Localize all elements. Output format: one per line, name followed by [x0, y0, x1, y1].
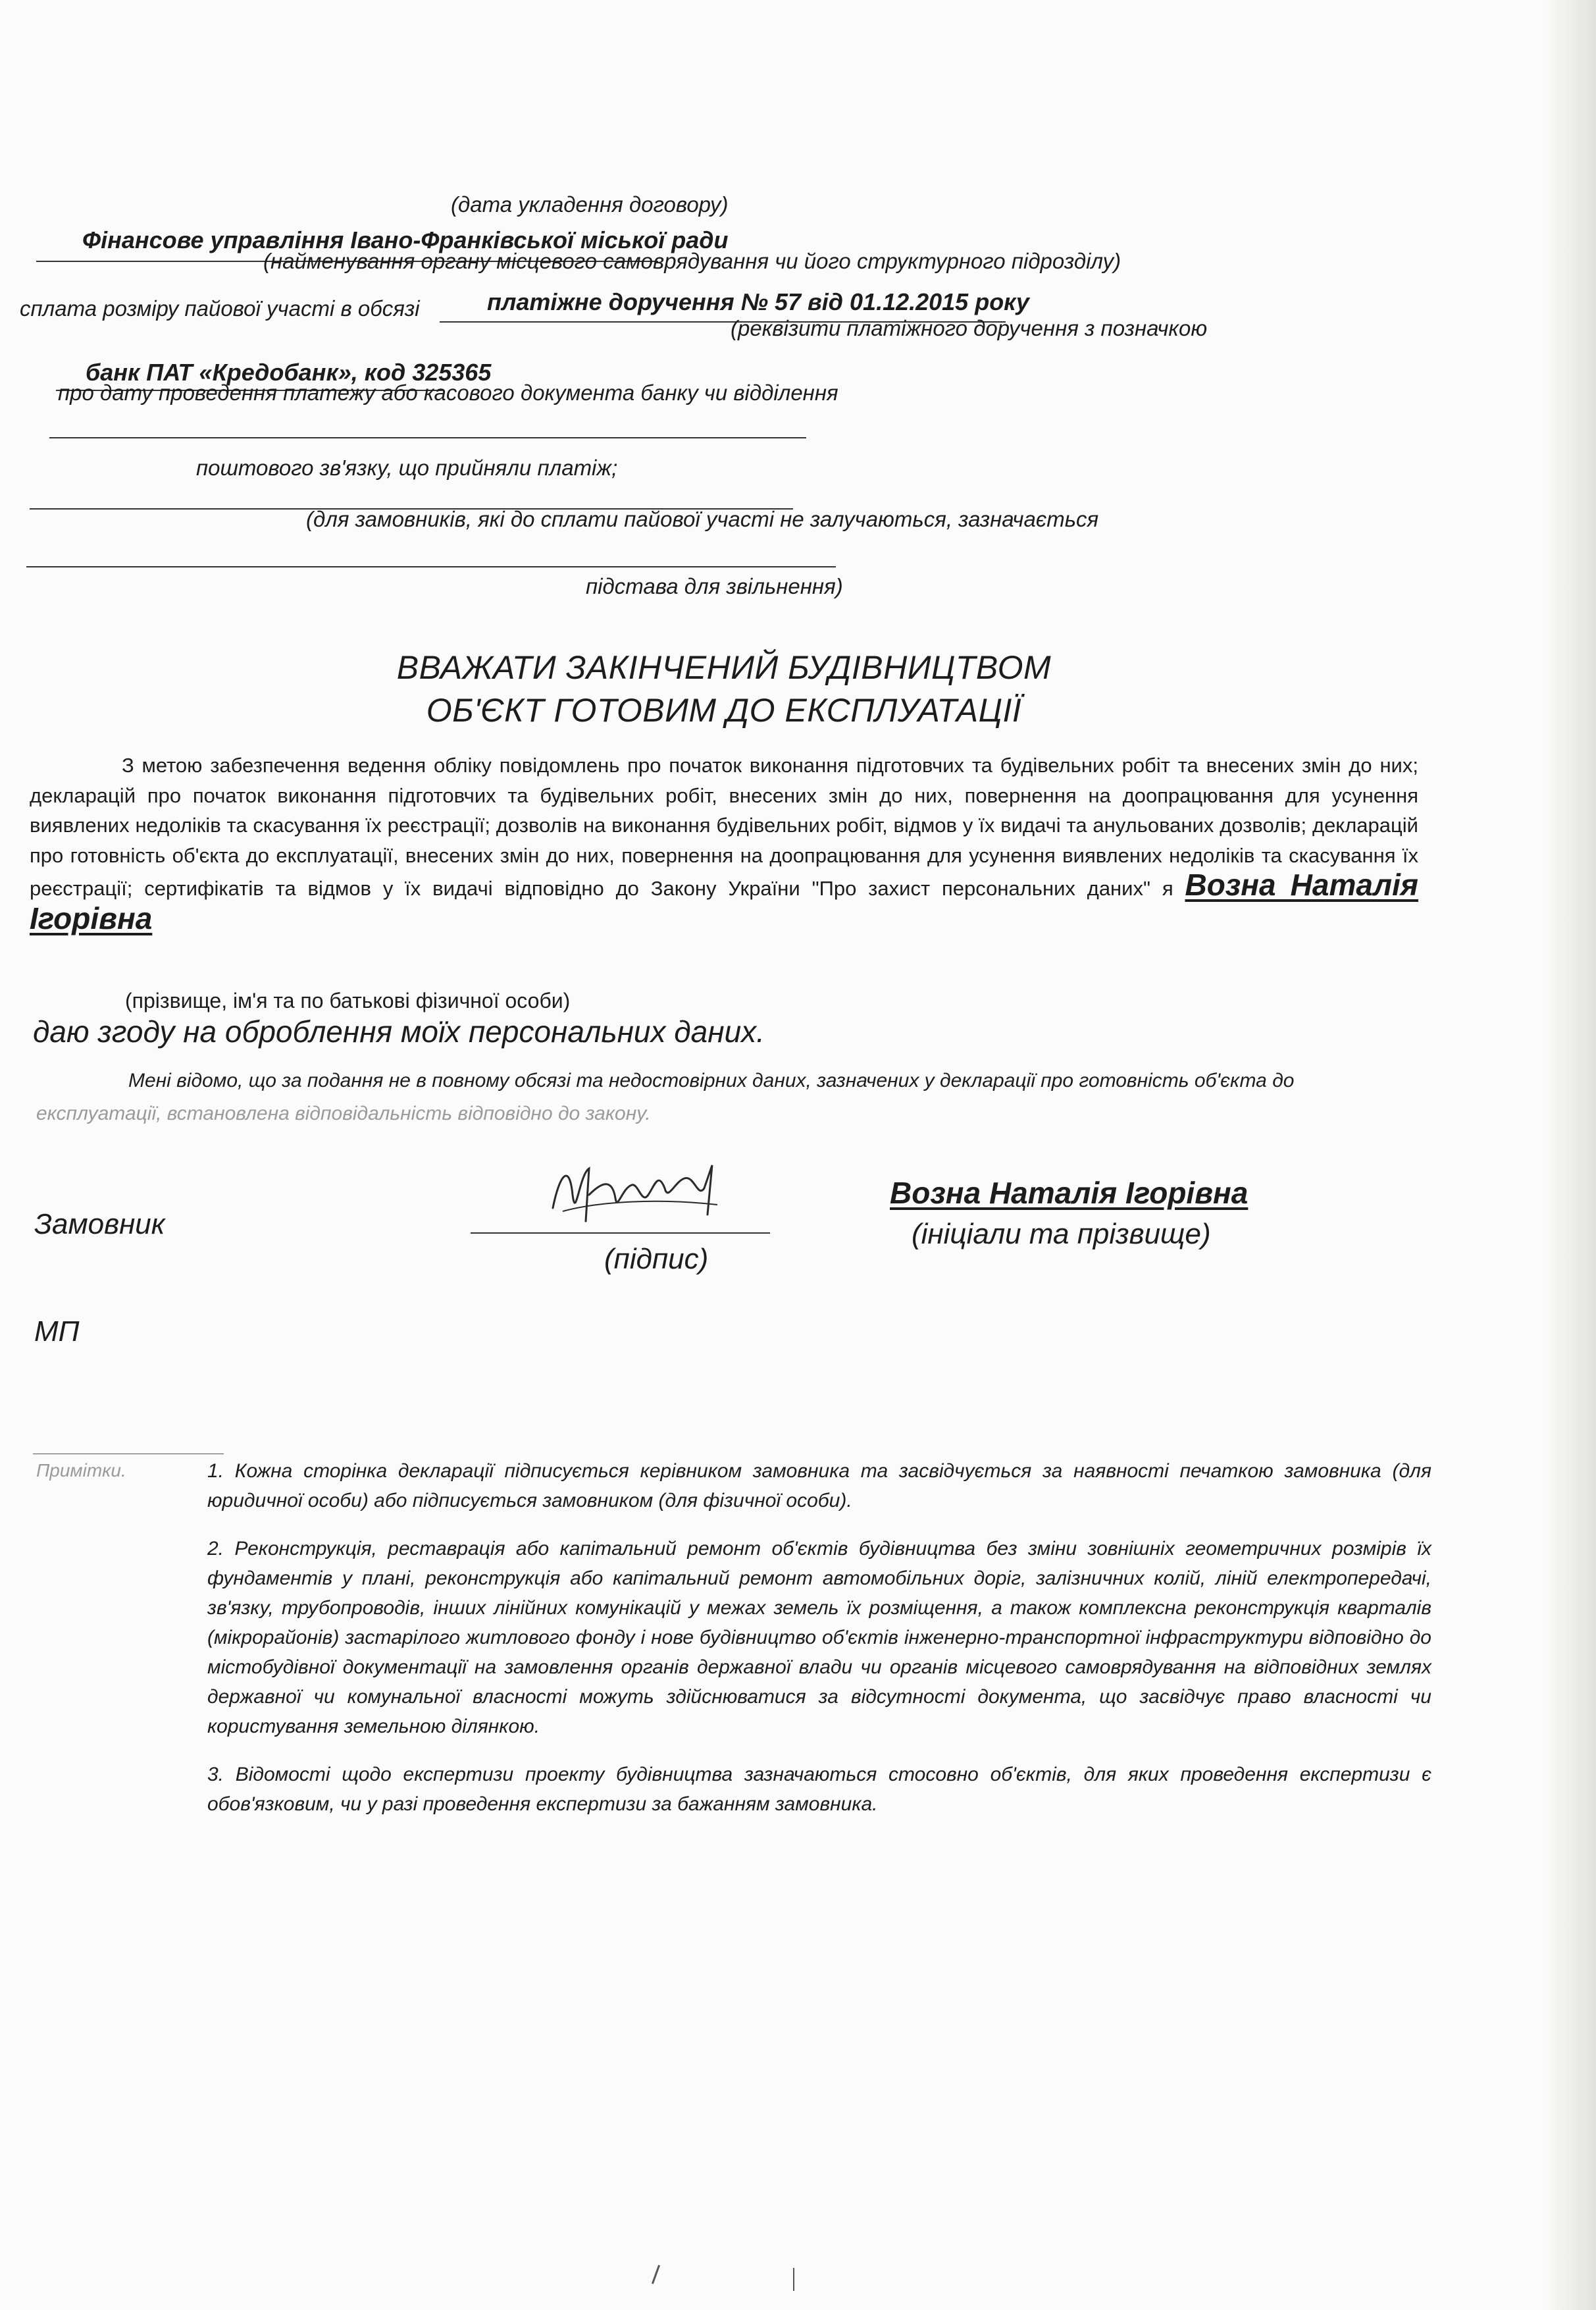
seal-label: МП — [34, 1315, 80, 1348]
consent-person-name: Возна Наталія Ігорівна — [30, 868, 1418, 935]
scan-mark — [652, 2265, 660, 2284]
customer-label: Замовник — [34, 1208, 165, 1240]
post-line — [49, 437, 806, 438]
contract-date-caption: (дата укладення договору) — [451, 192, 729, 217]
signature-line — [471, 1232, 770, 1234]
exempt-caption: (для замовників, які до сплати пайової участі не залучаються, зазначається — [306, 507, 1099, 531]
authority-caption: (найменування органу місцевого самоврядування чи його структурного підрозділу) — [263, 249, 1121, 273]
authority-name: Фінансове управління Івано-Франківської міської ради — [82, 226, 729, 253]
post-caption: поштового зв'язку, що прийняли платіж; — [196, 456, 618, 480]
payment-label: сплата розміру пайової участі в обсязі — [20, 296, 420, 321]
consent-statement: даю згоду на оброблення моїх персональних даних. — [33, 1014, 765, 1049]
signer-name: Возна Наталія Ігорівна — [890, 1176, 1248, 1210]
bank-caption: про дату проведення платежу або касового документа банку чи відділення — [58, 381, 838, 405]
person-caption: (прізвище, ім'я та по батькові фізичної особи) — [125, 989, 571, 1012]
payment-value: платіжне доручення № 57 від 01.12.2015 року — [487, 288, 1029, 315]
note-item-1: 1. Кожна сторінка декларації підписується керівником замовника та засвідчується за наявності печаткою замовника (для юридичної особи) або підписується замовником (для фізичної особи). — [207, 1460, 1431, 1511]
responsibility-line1: Мені відомо, що за подання не в повному обсязі та недостовірних даних, зазначених у декларації про готовність об'єкта до — [128, 1070, 1295, 1091]
payment-caption: (реквізити платіжного доручення з позначкою — [731, 316, 1208, 340]
notes-label: Примітки. — [36, 1460, 126, 1481]
note-item-3: 3. Відомості щодо експертизи проекту будівництва зазначаються стосовно об'єктів, для яких проведення експертизи є обов'язковим, чи у разі проведення експертизи за бажанням замовника. — [207, 1764, 1431, 1815]
consent-text: З метою забезпечення ведення обліку повідомлень про початок виконання підготовчих та будівельних робіт та внесених змін до них; декларацій про початок виконання підготовчих та будівельних робіт, внесених змін до них, повернення на доопрацювання для усунення виявлених недоліків та скасування їх реєстрації; дозволів на виконання будівельних робіт, відмов у їх видачі та анульованих дозволів; декларацій про готовність об'єкта до експлуатації, внесених змін до них, повернення на доопрацювання для усунення виявлених недоліків та скасування їх реєстрації; сертифікатів та відмов у їх видачі відповідно до Закону України "Про захист персональних даних" я — [30, 754, 1418, 900]
consent-paragraph — [30, 750, 1418, 937]
bank-value: банк ПАТ «Кредобанк», код 325365 — [86, 359, 492, 386]
exempt-basis-line — [26, 566, 836, 567]
signer-caption: (ініціали та прізвище) — [912, 1218, 1211, 1250]
declaration-title-line1: ВВАЖАТИ ЗАКІНЧЕНИЙ БУДІВНИЦТВОМ — [396, 649, 1052, 686]
signature-caption: (підпис) — [604, 1243, 709, 1275]
responsibility-line2: експлуатації, встановлена відповідальність відповідно до закону. — [36, 1103, 651, 1124]
exempt-basis-caption: підстава для звільнення) — [586, 574, 843, 598]
notes-list — [207, 1456, 1431, 1837]
scan-mark-2 — [793, 2268, 794, 2291]
note-item-2: 2. Реконструкція, реставрація або капітальний ремонт об'єктів будівництва без зміни зовнішніх геометричних розмірів їх фундаментів у плані, реконструкція або капітальний ремонт автомобільних доріг, залізничних колій, ліній електропередачі, зв'язку, трубопроводів, інших лінійних комунікацій у межах земель їх розміщення, а також комплексна реконструкція кварталів (мікрорайонів) застарілого житлового фонду і нове будівництво об'єктів інженерно-транспортної інфраструктури відповідно до містобудівної документації на замовлення органів державної влади чи органів місцевого самоврядування на відповідних землях державної чи комунальної власності можуть здійснюватися за відсутності документа, що засвідчує право власності чи користування земельною ділянкою. — [207, 1538, 1431, 1737]
declaration-title-line2: ОБ'ЄКТ ГОТОВИМ ДО ЕКСПЛУАТАЦІЇ — [426, 692, 1022, 729]
scan-edge-shadow — [1543, 0, 1596, 2310]
